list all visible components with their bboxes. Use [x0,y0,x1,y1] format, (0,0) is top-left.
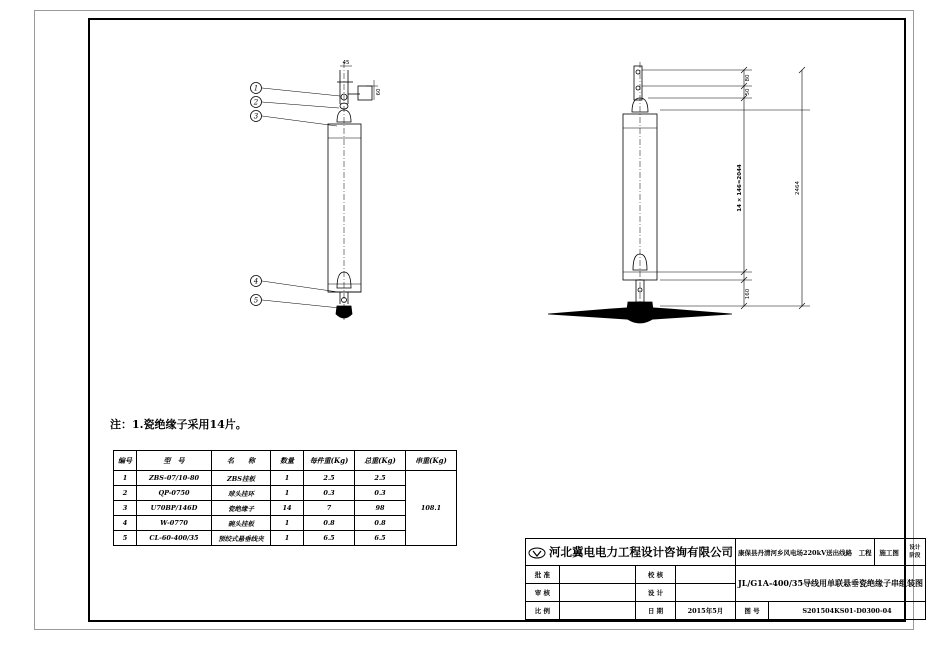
cell-unit: 0.3 [304,486,355,501]
left-insulator-body [328,124,361,292]
cell-no: 4 [114,516,137,531]
cell-name: 碗头挂板 [212,516,271,531]
callout-4: 4 [253,277,259,286]
header-name: 名 称 [212,451,271,471]
leader-1 [262,88,340,96]
company-logo-icon [528,547,546,559]
table-row [114,501,457,516]
header-no: 编号 [114,451,137,471]
note-text: 注：1.瓷绝缘子采用14片。 [110,418,247,431]
approve-value [559,566,635,584]
header-string-weight: 串重(Kg) [406,451,457,471]
title-block [525,538,924,620]
cell-total: 2.5 [355,471,406,486]
cell-model: QP-0750 [137,486,212,501]
table-row [114,516,457,531]
leader-5 [262,300,340,308]
table-row [114,531,457,546]
cell-name: 瓷绝缘子 [212,501,271,516]
header-qty: 数量 [271,451,304,471]
dim-bottom: 160 [745,288,751,300]
cell-qty: 1 [271,531,304,546]
dim-right-side: 60 [376,88,382,96]
header-total-weight: 总重(Kg) [355,451,406,471]
company-name: 河北冀电电力工程设计咨询有限公司 [549,545,733,559]
design-value [675,584,735,602]
design-label: 设 计 [636,584,676,602]
project-name: 康保县丹清河乡风电场220kV送出线路 工程 [736,539,875,566]
cell-total: 0.8 [355,516,406,531]
design-stage-label: 设计阶段 [904,539,925,566]
cell-model: CL-60-400/35 [137,531,212,546]
cell-no: 5 [114,531,137,546]
leader-4 [262,281,338,292]
review-value [559,584,635,602]
cell-total: 0.3 [355,486,406,501]
cell-string-weight: 108.1 [406,471,457,546]
cell-name: 球头挂环 [212,486,271,501]
check-value [675,566,735,584]
cell-unit: 0.8 [304,516,355,531]
review-label: 审 核 [526,584,560,602]
cell-unit: 6.5 [304,531,355,546]
cell-no: 1 [114,471,137,486]
callout-2: 2 [253,98,259,107]
cell-model: U70BP/146D [137,501,212,516]
company-cell [526,539,736,566]
cell-total: 98 [355,501,406,516]
scale-label: 比 例 [526,602,560,620]
dim-top-small: 45 [342,60,350,66]
cell-name: ZBS挂板 [212,471,271,486]
cell-qty: 1 [271,486,304,501]
cell-name: 预绞式悬垂线夹 [212,531,271,546]
cell-qty: 1 [271,471,304,486]
cell-unit: 2.5 [304,471,355,486]
approve-label: 批 准 [526,566,560,584]
dim-overall: 2464 [795,181,801,195]
left-bolt-box [358,86,372,100]
dim-insulator-string: 14 × 146=2044 [737,164,743,212]
right-hanger [634,66,642,100]
callout-1: 1 [253,84,259,93]
scale-value [559,602,635,620]
cell-unit: 7 [304,501,355,516]
parts-table [113,450,457,546]
table-row [114,471,457,486]
drawing-title: JL/G1A-400/35导线用单联悬垂瓷绝缘子串组装图 [736,566,926,602]
cell-model: ZBS-07/10-80 [137,471,212,486]
cell-total: 6.5 [355,531,406,546]
table-row [114,486,457,501]
header-unit-weight: 每件重(Kg) [304,451,355,471]
cell-model: W-0770 [137,516,212,531]
cell-qty: 1 [271,516,304,531]
cell-no: 2 [114,486,137,501]
date-label: 日 期 [636,602,676,620]
cell-qty: 14 [271,501,304,516]
drawing-no: S201504KS01-D0300-04 [769,602,926,620]
stage-label: 施工图 [874,539,904,566]
parts-table-header [114,451,457,471]
header-model: 型 号 [137,451,212,471]
callout-5: 5 [253,296,259,305]
callout-3: 3 [253,112,259,121]
dim-seg1: 80 [745,74,751,82]
cell-no: 3 [114,501,137,516]
leader-2 [262,102,339,108]
drawing-no-label: 图 号 [736,602,769,620]
dim-seg2: 50 [745,88,751,96]
right-clamp [626,302,654,323]
check-label: 校 核 [636,566,676,584]
date-value: 2015年5月 [675,602,735,620]
leader-3 [262,116,337,126]
